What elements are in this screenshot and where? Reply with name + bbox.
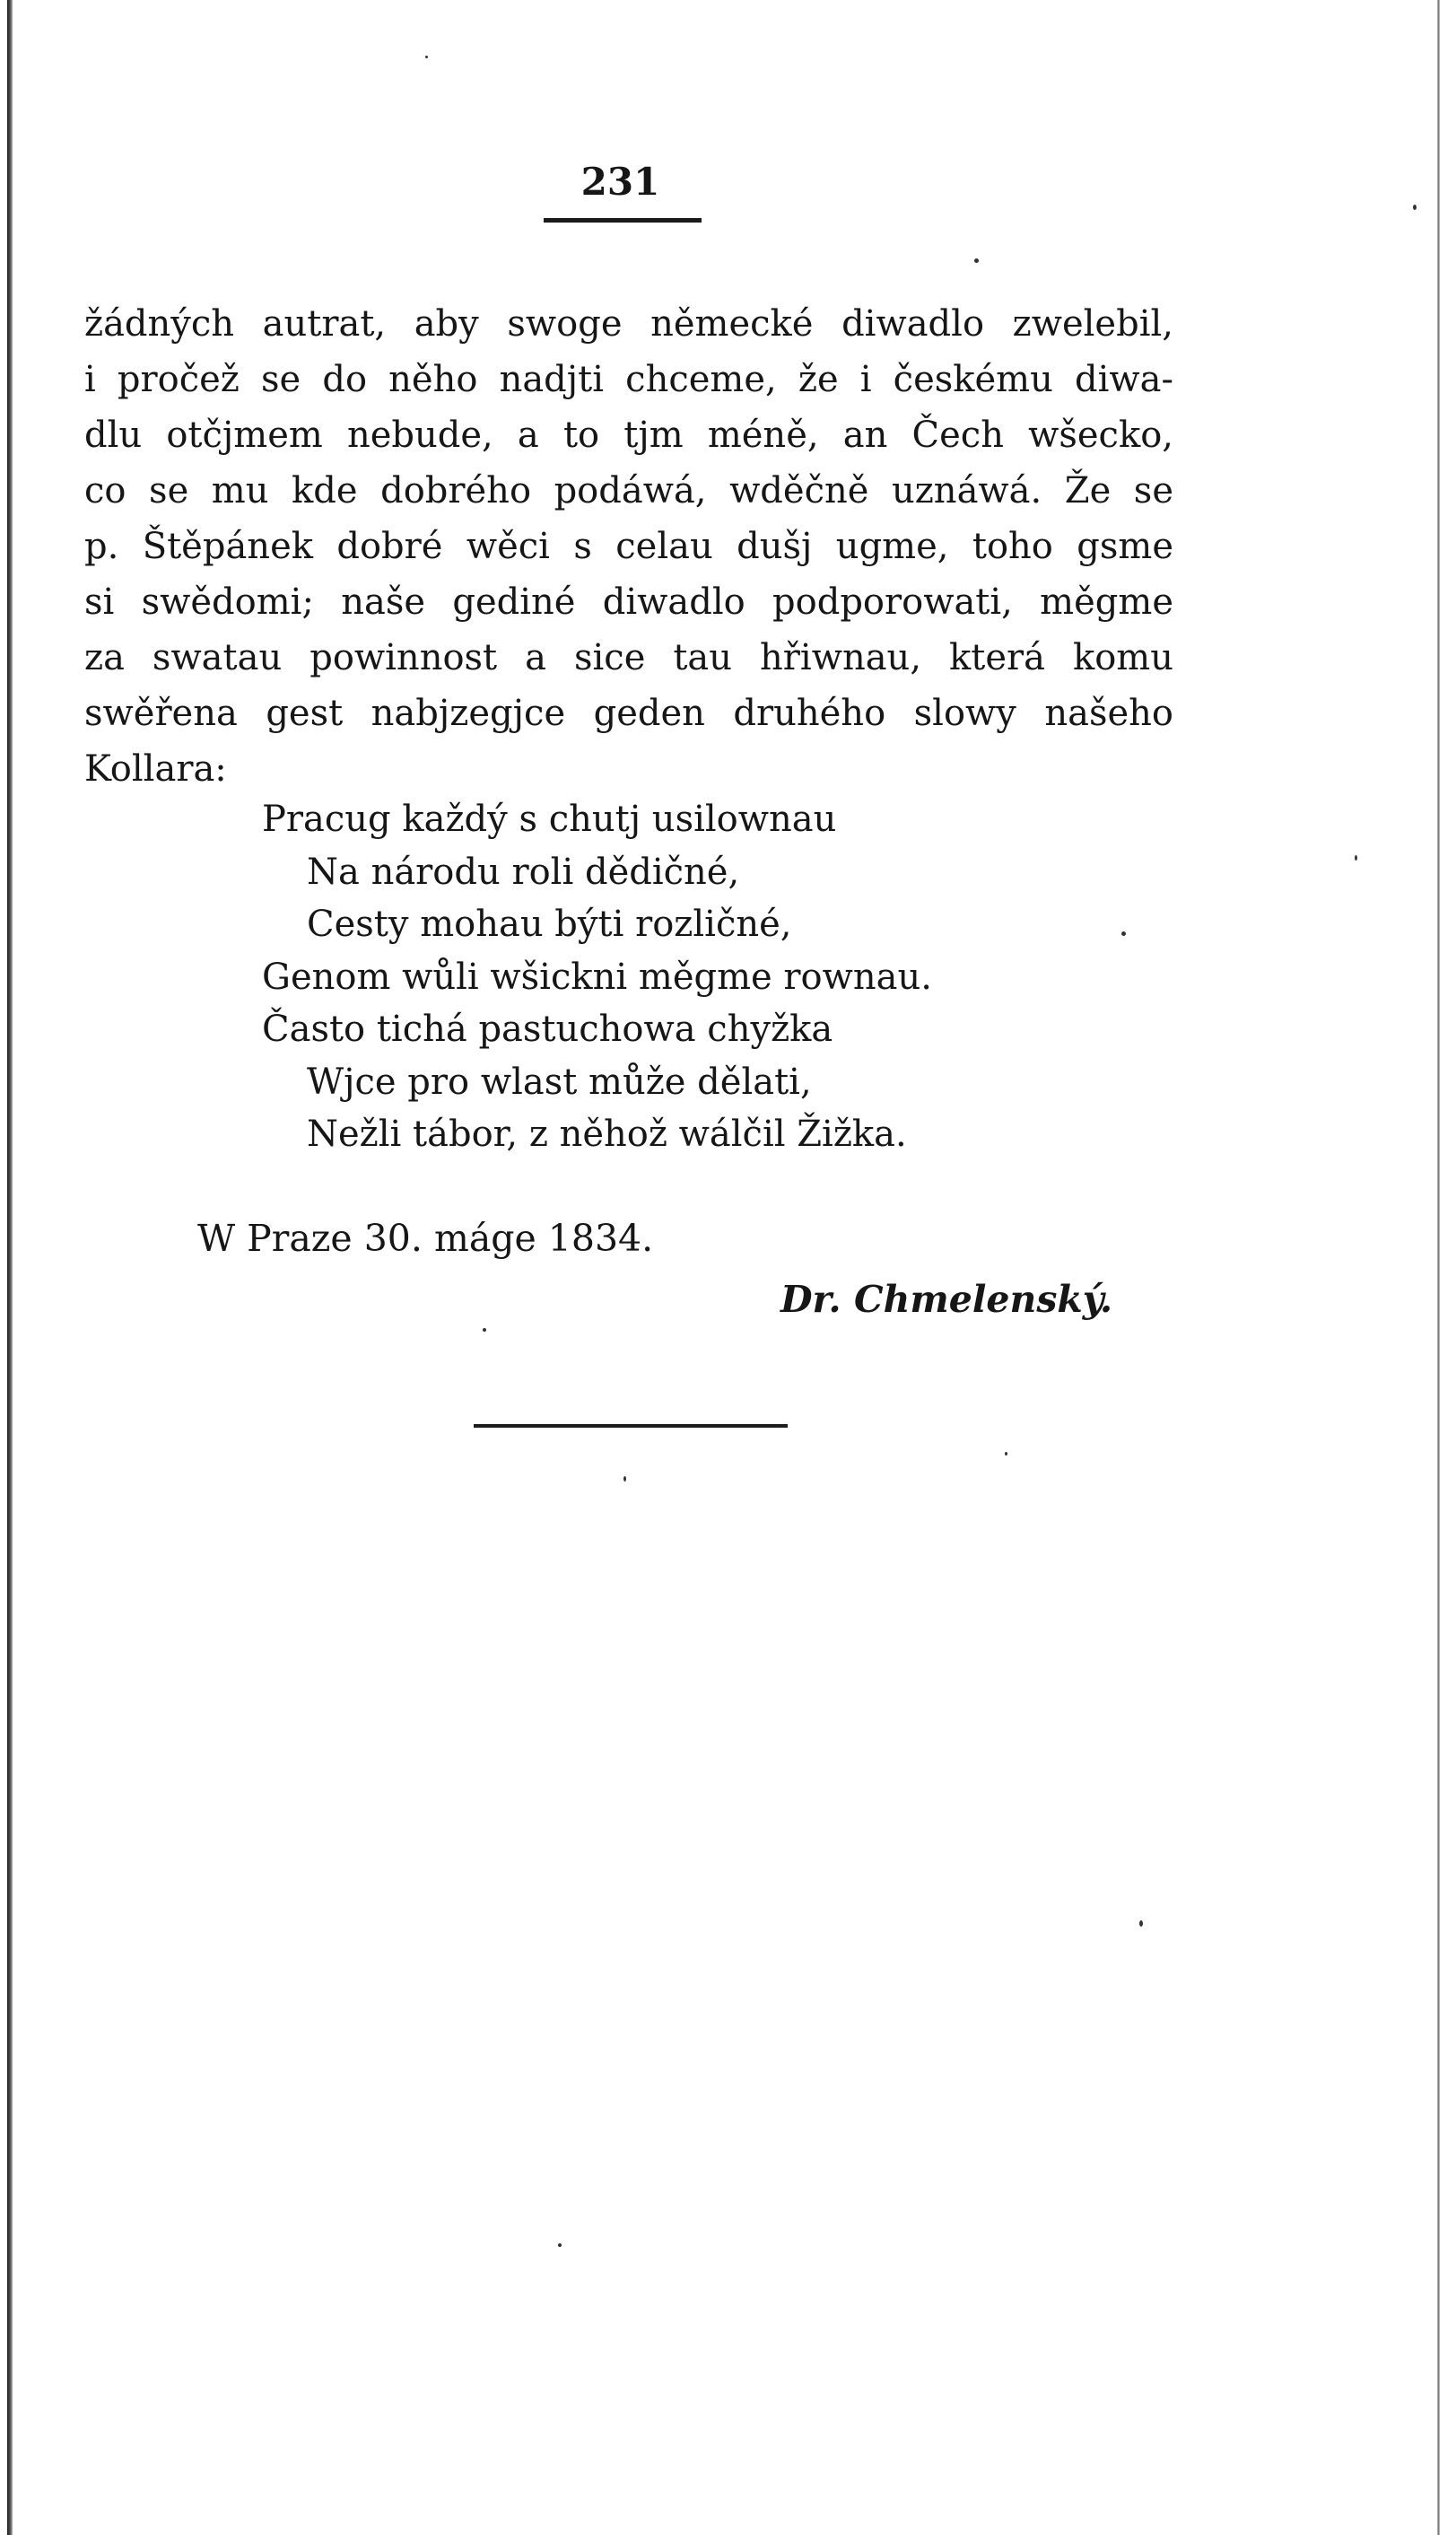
body-line: si swědomi; naše gediné diwadlo podporowati, měgme: [84, 581, 1173, 623]
body-line: co se mu kde dobrého podáwá, wděčně uznáwá. Že se: [84, 470, 1173, 511]
poem-stanza: [262, 793, 1087, 1161]
poem-line: Často tichá pastuchowa chyžka: [262, 1009, 833, 1050]
body-line: žádných autrat, aby swoge německé diwadlo zwelebil,: [84, 303, 1173, 345]
scan-left-edge: [7, 0, 13, 2535]
print-speck: [483, 1328, 486, 1332]
body-line: swěřena gest nabjzegjce geden druhého slowy našeho: [84, 693, 1173, 734]
body-line: za swatau powinnost a sice tau hřiwnau, která komu: [84, 637, 1173, 678]
poem-line: Wjce pro wlast může dělati,: [307, 1061, 812, 1103]
body-line: Kollara:: [84, 748, 227, 790]
poem-line: Genom wůli wšickni měgme rownau.: [262, 956, 932, 998]
poem-line: Nežli tábor, z něhož wálčil Žižka.: [307, 1114, 907, 1155]
poem-line: Pracug každý s chutj usilownau: [262, 799, 837, 840]
dateline: W Praze 30. máge 1834.: [197, 1217, 654, 1260]
print-speck: [1005, 1452, 1007, 1455]
scan-right-edge: [1437, 0, 1440, 2535]
page-number-underline: [544, 218, 702, 223]
print-speck: [1355, 855, 1357, 861]
print-speck: [1121, 931, 1126, 936]
print-speck: [425, 56, 428, 58]
body-line: i pročež se do něho nadjti chceme, že i českému diwa-: [84, 359, 1173, 400]
body-line: dlu otčjmem nebude, a to tjm méně, an Čech wšecko,: [84, 415, 1173, 456]
body-text: [84, 296, 1173, 797]
print-speck: [623, 1476, 626, 1482]
poem-line: Cesty mohau býti rozličné,: [307, 904, 792, 945]
print-speck: [558, 2243, 562, 2247]
author-signature: Dr. Chmelenský.: [780, 1278, 1113, 1321]
print-speck: [974, 258, 979, 263]
closing-rule: [474, 1424, 788, 1428]
page-number: 231: [580, 160, 660, 204]
poem-line: Na národu roli dědičné,: [307, 851, 740, 893]
print-speck: [1413, 205, 1417, 210]
body-line: p. Štěpánek dobré wěci s celau dušj ugme, toho gsme: [84, 526, 1173, 567]
print-speck: [1139, 1920, 1143, 1927]
